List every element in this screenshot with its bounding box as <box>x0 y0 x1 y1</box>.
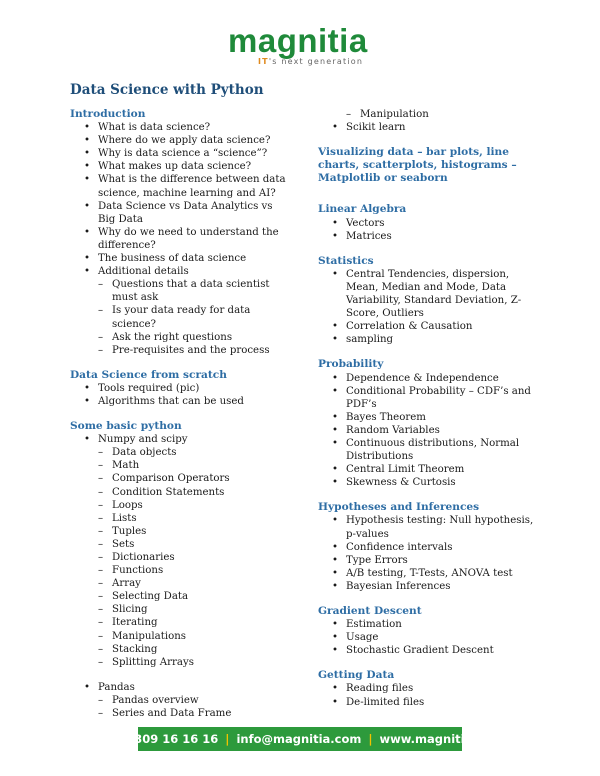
list-spacer <box>70 669 292 681</box>
logo-tagline <box>258 57 363 66</box>
subtopic-item: – Dictionaries <box>70 551 292 564</box>
page-title: Data Science with Python <box>70 82 264 98</box>
topic-list <box>318 268 540 347</box>
topic-list <box>318 217 540 243</box>
brand-logo <box>228 24 374 66</box>
topic-list <box>318 682 540 708</box>
subtopic-item: – Functions <box>70 564 292 577</box>
topic-item: • Numpy and scipy <box>70 433 292 446</box>
section-heading: Hypotheses and Inferences <box>318 501 480 514</box>
subtopic-item: – Data objects <box>70 446 292 459</box>
topic-list <box>70 121 292 357</box>
topic-item: • Stochastic Gradient Descent <box>318 644 540 657</box>
section-heading: Probability <box>318 358 384 371</box>
section-gap <box>318 134 540 146</box>
topic-item: • What makes up data science? <box>70 160 292 173</box>
topic-item: • Usage <box>318 631 540 644</box>
subtopic-item: – Manipulation <box>318 108 540 121</box>
topic-list <box>70 433 292 720</box>
footer-separator: | <box>225 732 230 746</box>
topic-item: • Data Science vs Data Analytics vs Big Data <box>70 200 292 226</box>
topic-item: • De-limited files <box>318 696 540 709</box>
subtopic-item: – Series and Data Frame <box>70 707 292 720</box>
section-heading: Statistics <box>318 254 374 267</box>
subtopic-item: – Loops <box>70 499 292 512</box>
subtopic-item: – Array <box>70 577 292 590</box>
right-column <box>318 108 540 709</box>
subtopic-item: – Manipulations <box>70 630 292 643</box>
section-gap <box>318 346 540 358</box>
subtopic-item: – Is your data ready for data science? <box>70 304 292 330</box>
subtopic-item: – Iterating <box>70 616 292 629</box>
topic-item: • Dependence & Independence <box>318 372 540 385</box>
topic-item: • Bayes Theorem <box>318 411 540 424</box>
topic-item: • What is the difference between data science, machine learning and AI? <box>70 173 292 199</box>
topic-item: • Pandas <box>70 681 292 694</box>
subtopic-item: – Pre-requisites and the process <box>70 344 292 357</box>
topic-item: • Tools required (pic) <box>70 382 292 395</box>
section-gap <box>318 489 540 501</box>
topic-item: • Scikit learn <box>318 121 540 134</box>
topic-item: • Conditional Probability – CDF’s and PDF’s <box>318 385 540 411</box>
topic-item: • Vectors <box>318 217 540 230</box>
topic-item: • sampling <box>318 333 540 346</box>
section-gap <box>318 593 540 605</box>
subtopic-item: – Math <box>70 459 292 472</box>
footer-website[interactable]: www.magnitia.com <box>379 732 504 746</box>
topic-list <box>318 514 540 593</box>
topic-item: • A/B testing, T-Tests, ANOVA test <box>318 567 540 580</box>
section-gap <box>70 357 292 369</box>
topic-list <box>318 372 540 490</box>
subtopic-item: – Stacking <box>70 643 292 656</box>
subtopic-item: – Condition Statements <box>70 486 292 499</box>
subtopic-item: – Ask the right questions <box>70 331 292 344</box>
subtopic-item: – Lists <box>70 512 292 525</box>
topic-item: • Skewness & Curtosis <box>318 476 540 489</box>
section-heading: Linear Algebra <box>318 203 407 216</box>
topic-item: • Where do we apply data science? <box>70 134 292 147</box>
section-gap <box>70 408 292 420</box>
footer-phone: +91 6309 16 16 16 <box>96 732 219 746</box>
section-heading: Introduction <box>70 108 146 120</box>
topic-item: • Continuous distributions, Normal Distributions <box>318 437 540 463</box>
logo-wordmark: magnitia <box>228 22 368 59</box>
subtopic-item: – Questions that a data scientist must ask <box>70 278 292 304</box>
subtopic-item: – Splitting Arrays <box>70 656 292 669</box>
section-gap <box>318 243 540 255</box>
subtopic-item: – Tuples <box>70 525 292 538</box>
subtopic-item: – Sets <box>70 538 292 551</box>
topic-item: • Hypothesis testing: Null hypothesis, p-values <box>318 514 540 540</box>
topic-item: • Confidence intervals <box>318 541 540 554</box>
topic-item: • Additional details <box>70 265 292 278</box>
topic-item: • Type Errors <box>318 554 540 567</box>
subtopic-item: – Pandas overview <box>70 694 292 707</box>
subtopic-item: – Slicing <box>70 603 292 616</box>
section-gap <box>318 657 540 669</box>
section-heading: Gradient Descent <box>318 605 422 617</box>
topic-list <box>318 618 540 657</box>
tagline-it: IT <box>258 57 269 66</box>
topic-list <box>70 382 292 408</box>
topic-item: • Random Variables <box>318 424 540 437</box>
topic-item: • The business of data science <box>70 252 292 265</box>
topic-item: • Algorithms that can be used <box>70 395 292 408</box>
topic-item: • Correlation & Causation <box>318 320 540 333</box>
section-heading: Data Science from scratch <box>70 368 227 381</box>
section-heading: Visualizing data – bar plots, line charts, scatterplots, histograms – Matplotlib or seaborn <box>318 146 517 185</box>
topic-item: • Estimation <box>318 618 540 631</box>
contact-footer <box>96 727 504 751</box>
topic-item: • Central Limit Theorem <box>318 463 540 476</box>
topic-item: • What is data science? <box>70 121 292 134</box>
left-column <box>70 108 292 720</box>
topic-item: • Central Tendencies, dispersion, Mean, Median and Mode, Data Variability, Standard Deviation, Z-Score, Outliers <box>318 268 540 320</box>
tagline-rest: 's next generation <box>268 57 364 66</box>
topic-item: • Why do we need to understand the difference? <box>70 226 292 252</box>
section-heading: Some basic python <box>70 420 182 433</box>
topic-list <box>318 108 540 134</box>
topic-item: • Reading files <box>318 682 540 695</box>
footer-email[interactable]: info@magnitia.com <box>236 732 362 746</box>
footer-separator: | <box>368 732 373 746</box>
subtopic-item: – Selecting Data <box>70 590 292 603</box>
section-heading: Getting Data <box>318 669 395 682</box>
topic-item: • Bayesian Inferences <box>318 580 540 593</box>
topic-item: • Matrices <box>318 230 540 243</box>
subtopic-item: – Comparison Operators <box>70 472 292 485</box>
topic-item: • Why is data science a “science”? <box>70 147 292 160</box>
section-gap <box>318 185 540 203</box>
